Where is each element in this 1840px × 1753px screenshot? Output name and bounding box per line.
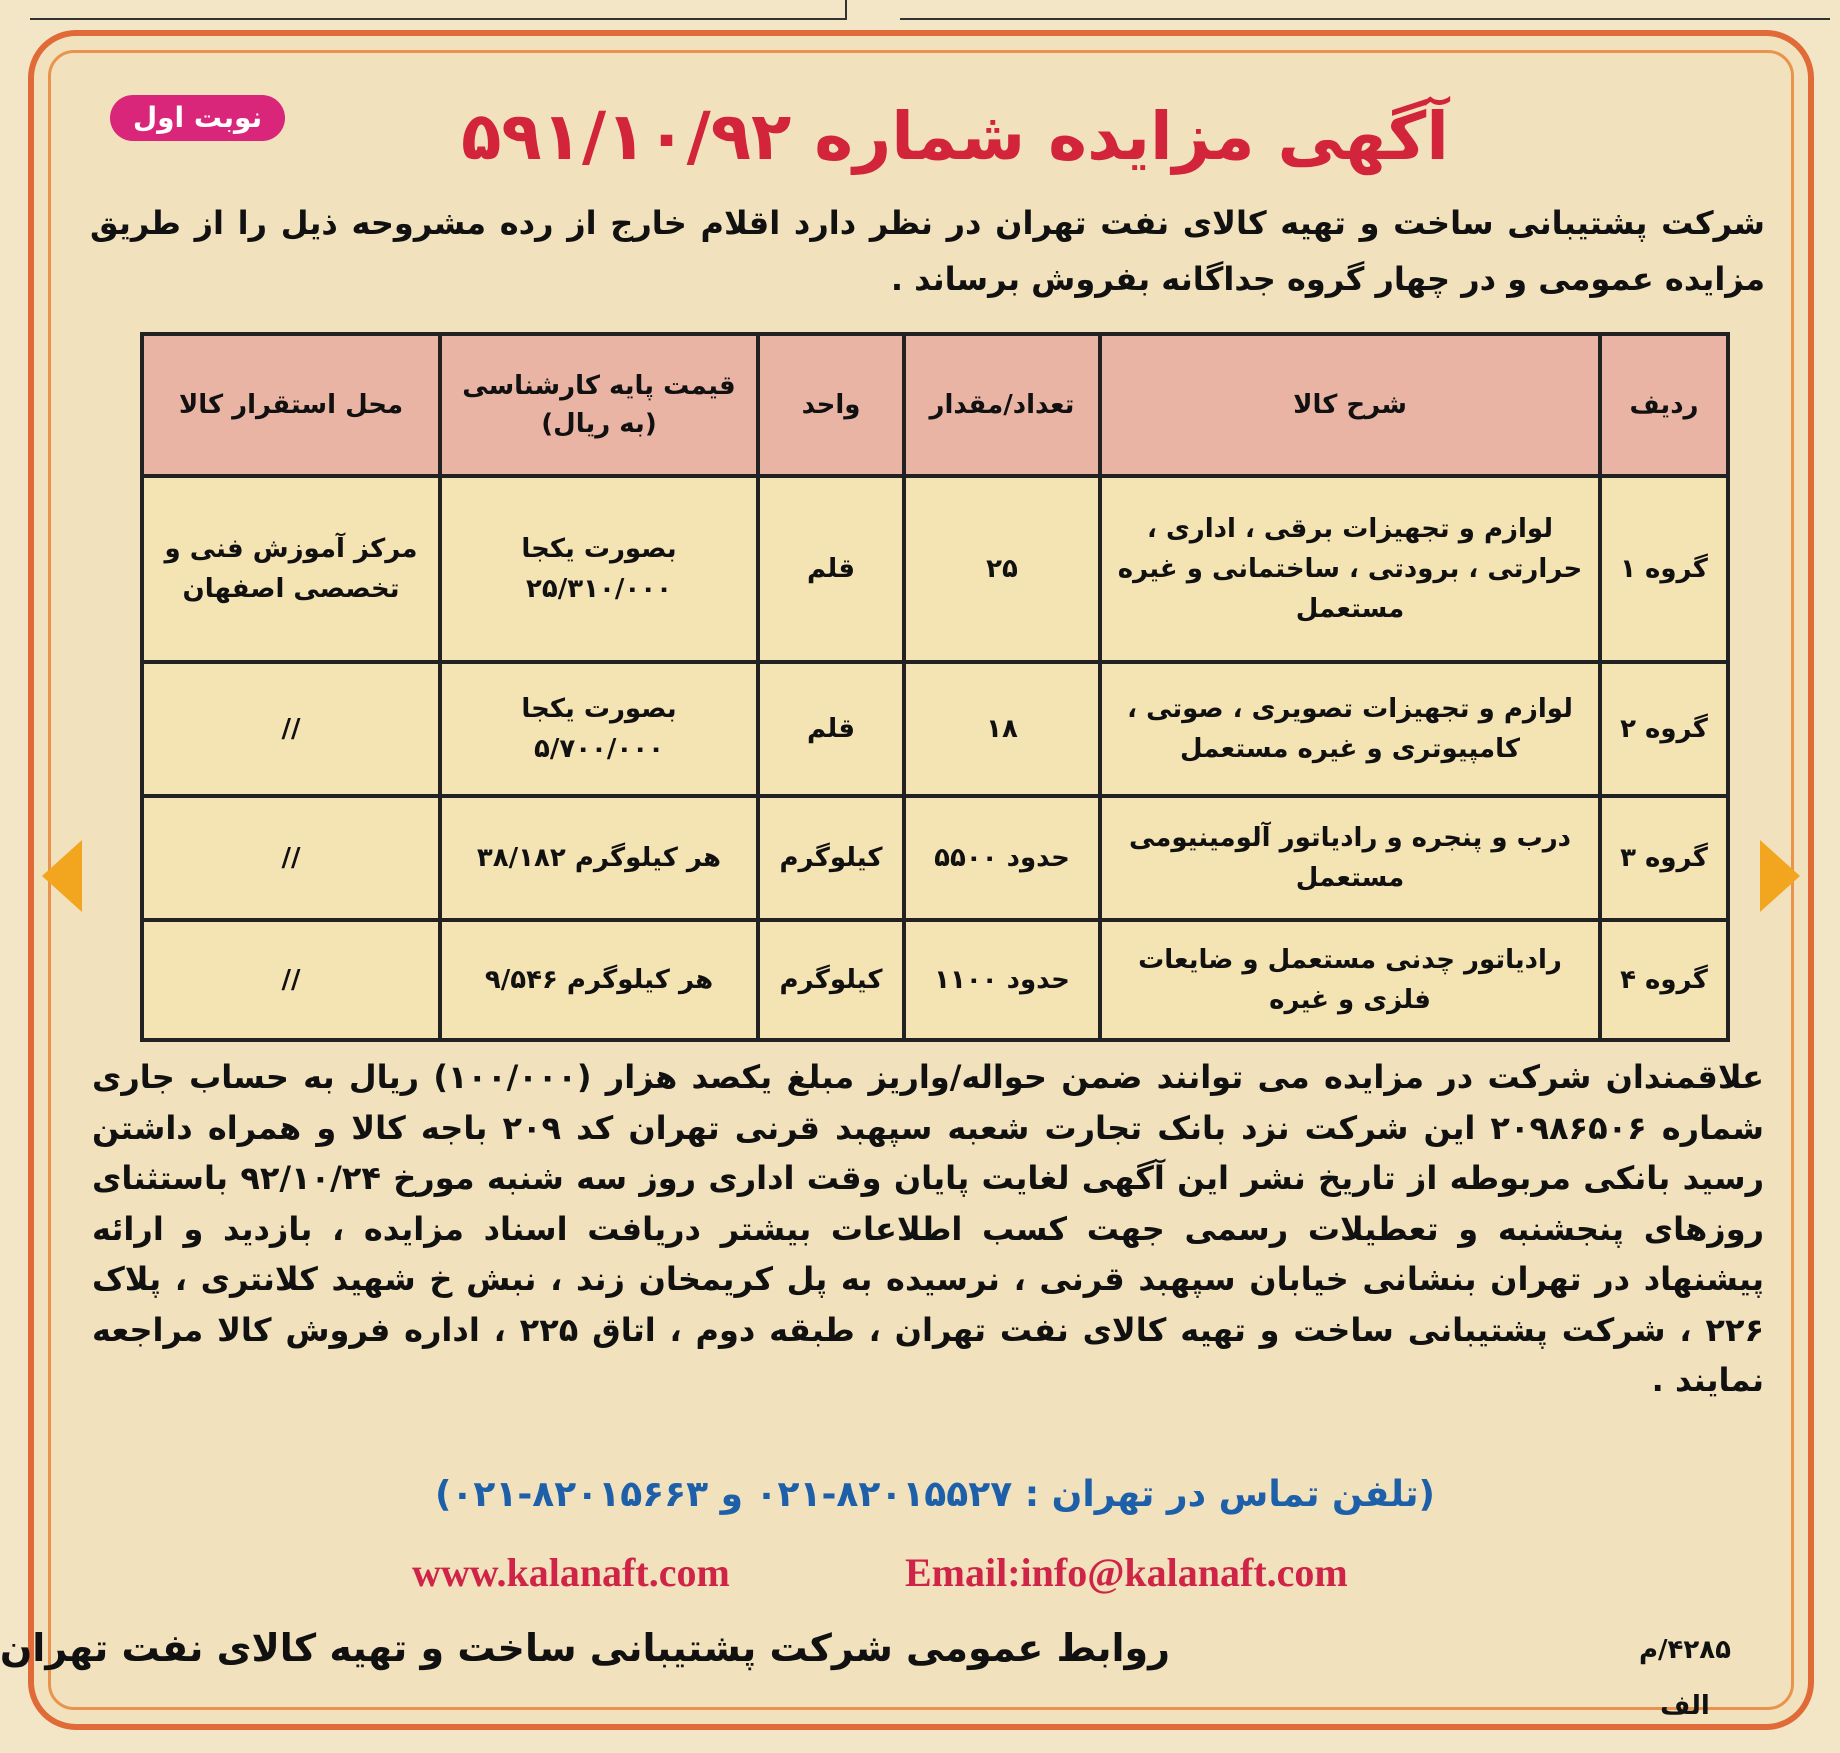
price-label: هر کیلوگرم [574,843,722,873]
row-location: // [142,662,440,796]
row-price [440,476,758,662]
table-header-row [142,334,1728,476]
top-rule-left [30,0,847,20]
round-badge: نوبت اول [110,95,285,141]
table-row [142,476,1728,662]
row-description: لوازم و تجهیزات برقی ، اداری ، حرارتی ، برودتی ، ساختمانی و غیره مستعمل [1100,476,1600,662]
row-description: رادیاتور چدنی مستعمل و ضایعات فلزی و غیره [1100,920,1600,1040]
top-rule-right [900,0,1830,20]
conditions-paragraph: علاقمندان شرکت در مزایده می توانند ضمن حواله/واریز مبلغ یکصد هزار (۱۰۰/۰۰۰) ریال به حساب جاری شماره ۲۰۹۸۶۵۰۶ این شرکت نزد بانک تجارت شعبه سپهبد قرنی تهران کد ۲۰۹ باجه کالا و همراه داشتن رسید بانکی مربوطه از تاریخ نشر این آگهی لغایت پایان وقت اداری روز سه شنبه مورخ ۹۲/۱۰/۲۴ باستثنای روزهای پنجشنبه و تعطیلات رسمی جهت کسب اطلاعات بیشتر دریافت اسناد مزایده ، بازدید و ارائه پیشنهاد در تهران بنشانی خیابان سپهبد قرنی ، نرسیده به پل کریمخان زند ، نبش خ شهید کلانتری ، پلاک ۲۲۶ ، شرکت پشتیبانی ساخت و تهیه کالای نفت تهران ، طبقه دوم ، اتاق ۲۲۵ ، اداره فروش کالا مراجعه نمایند . [92,1058,1765,1399]
auction-items-table [140,332,1730,1042]
price-value: ۳۸/۱۸۲ [476,843,566,873]
row-group: گروه ۳ [1600,796,1728,920]
row-unit: قلم [758,662,904,796]
row-unit: کیلوگرم [758,796,904,920]
intro-paragraph: شرکت پشتیبانی ساخت و تهیه کالای نفت تهران در نظر دارد اقلام خارج از رده مشروحه ذیل را از طریق مزایده عمومی و در چهار گروه جداگانه بفروش برساند . [90,204,1765,298]
table-row [142,920,1728,1040]
website-link[interactable]: www.kalanaft.com [412,1550,730,1595]
row-group: گروه ۴ [1600,920,1728,1040]
row-location: // [142,920,440,1040]
row-price [440,920,758,1040]
header-location: محل استقرار کالا [142,334,440,476]
price-label: هر کیلوگرم [566,965,714,995]
price-value: ۹/۵۴۶ [484,965,558,995]
header-quantity: تعداد/مقدار [904,334,1100,476]
price-label: بصورت یکجا [521,534,677,564]
header-description: شرح کالا [1100,334,1600,476]
table-row [142,662,1728,796]
header-base-price: قیمت پایه کارشناسی (به ریال) [440,334,758,476]
row-quantity: حدود ۵۵۰۰ [904,796,1100,920]
row-price [440,662,758,796]
header-row-number: ردیف [1600,334,1728,476]
contact-phone: (تلفن تماس در تهران : ۸۲۰۱۵۵۲۷-۰۲۱ و ۸۲۰۱۵۶۶۳-۰۲۱) [434,1474,1436,1515]
header-unit: واحد [758,334,904,476]
row-group: گروه ۲ [1600,662,1728,796]
price-value: ۵/۷۰۰/۰۰۰ [533,734,665,764]
price-label: بصورت یکجا [521,694,677,724]
row-quantity: ۲۵ [904,476,1100,662]
row-price [440,796,758,920]
row-unit: قلم [758,476,904,662]
price-value: ۲۵/۳۱۰/۰۰۰ [526,574,672,604]
row-location: // [142,796,440,920]
row-description: درب و پنجره و رادیاتور آلومینیومی مستعمل [1100,796,1600,920]
publisher-signature: روابط عمومی شرکت پشتیبانی ساخت و تهیه کالای نفت تهران [0,1626,1170,1670]
row-description: لوازم و تجهیزات تصویری ، صوتی ، کامپیوتری و غیره مستعمل [1100,662,1600,796]
row-quantity: ۱۸ [904,662,1100,796]
row-location: مرکز آموزش فنی و تخصصی اصفهان [142,476,440,662]
row-unit: کیلوگرم [758,920,904,1040]
ad-reference-code: ۴۲۸۵/م الف [1638,1635,1732,1721]
ad-title: آگهی مزایده شماره ۵۹۱/۱۰/۹۲ [461,98,1449,175]
row-quantity: حدود ۱۱۰۰ [904,920,1100,1040]
left-arrow-icon [42,840,82,912]
right-arrow-icon [1760,840,1800,912]
email-link[interactable]: Email:info@kalanaft.com [905,1550,1348,1595]
table-row [142,796,1728,920]
row-group: گروه ۱ [1600,476,1728,662]
